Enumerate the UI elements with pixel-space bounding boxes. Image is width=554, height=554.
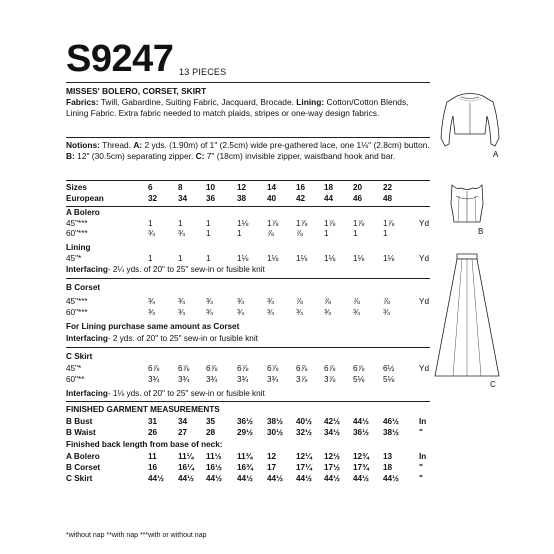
size-cell: 1 [148, 254, 153, 263]
size-cell: ⅞ [324, 297, 331, 306]
size-cell: 34 [178, 194, 188, 203]
size-cell: ¾ [178, 229, 185, 238]
size-cell: ¾ [237, 308, 244, 317]
size-cell: 35 [206, 417, 216, 426]
row-unit: Yd [419, 219, 430, 228]
size-cell: 5⅛ [353, 375, 365, 384]
back-length-text: Finished back length from base of neck: [66, 440, 223, 449]
skirt-45-row [66, 364, 430, 374]
back-length-title [66, 440, 430, 450]
size-cell: 17¾ [353, 463, 369, 472]
size-cell: 3¾ [267, 375, 279, 384]
size-cell: 16¼ [178, 463, 194, 472]
bolero-title [66, 208, 430, 218]
size-cell: 6⅞ [324, 364, 336, 373]
interfacing-label: Interfacing [66, 334, 108, 343]
interfacing-label: Interfacing [66, 389, 108, 398]
size-cell: 6⅞ [267, 364, 279, 373]
size-cell: 3⅞ [296, 375, 308, 384]
fabrics-list: Twill, Gabardine, Suiting Fabric, Jacquard, Brocade. [98, 97, 297, 107]
row-label: 45"* [66, 364, 82, 373]
size-cell: 6½ [383, 364, 395, 373]
corset-60-row [66, 308, 430, 318]
size-cell: 10 [206, 183, 216, 192]
row-label: 45"*** [66, 219, 88, 228]
size-cell: 1⅛ [237, 219, 249, 228]
size-cell: 40½ [296, 417, 312, 426]
divider [66, 206, 430, 207]
bolero-lining-title [66, 243, 430, 253]
size-cell: ¾ [383, 308, 390, 317]
size-cell: 1⅛ [353, 254, 365, 263]
fabrics-text [66, 97, 430, 118]
size-cell: 11¾ [237, 452, 253, 461]
row-unit: " [419, 463, 423, 472]
pieces-count: 13 PIECES [179, 67, 227, 77]
size-cell: 46½ [383, 417, 399, 426]
size-cell: 1 [206, 219, 211, 228]
size-cell: 31 [148, 417, 158, 426]
back-corset-row [66, 463, 430, 473]
size-cell: 1⅞ [383, 219, 395, 228]
size-cell: 12 [237, 183, 247, 192]
size-cell: 12 [267, 452, 277, 461]
size-cell: 3¾ [237, 375, 249, 384]
size-cell: 44½ [267, 474, 283, 483]
size-cell: 1⅛ [237, 254, 249, 263]
size-cell: 1 [353, 229, 358, 238]
size-cell: 42 [296, 194, 306, 203]
notions-label: Notions: [66, 140, 100, 150]
size-cell: ¾ [178, 297, 185, 306]
interfacing-text: - 2 yds. of 20" to 25" sew-in or fusible knit [107, 334, 258, 343]
bolero-interfacing [66, 265, 430, 275]
corset-title-text: B Corset [66, 283, 101, 292]
sizes-label: Sizes [66, 183, 87, 192]
size-cell: 17½ [324, 463, 340, 472]
footnote: *without nap **with nap ***with or without nap [66, 532, 207, 539]
row-unit: Yd [419, 364, 430, 373]
size-cell: 16 [296, 183, 306, 192]
size-cell: 44½ [178, 474, 194, 483]
bust-row [66, 417, 430, 427]
bolero-illustration [435, 88, 505, 150]
size-cell: 16½ [206, 463, 222, 472]
size-cell: 1⅞ [296, 219, 308, 228]
divider [66, 82, 430, 83]
row-label: B Bust [66, 417, 93, 426]
size-cell: 6⅞ [178, 364, 190, 373]
size-cell: 6⅞ [206, 364, 218, 373]
size-cell: ¾ [206, 308, 213, 317]
size-cell: 38½ [267, 417, 283, 426]
size-cell: 11 [148, 452, 157, 461]
notions-a-label: A: [133, 140, 143, 150]
size-cell: 44½ [206, 474, 222, 483]
size-cell: 1⅞ [353, 219, 365, 228]
size-cell: ¾ [353, 308, 360, 317]
skirt-illustration [433, 252, 501, 380]
size-cell: 32½ [296, 428, 312, 437]
size-cell: 18 [383, 463, 393, 472]
row-unit: Yd [419, 254, 430, 263]
size-cell: ¾ [148, 229, 155, 238]
size-cell: 17¼ [296, 463, 312, 472]
lining-list: Cotton/Cotton Blends, Lining Fabric. Extra fabric needed to match plaids, stripes or one-way design fabrics. [66, 97, 409, 118]
divider [66, 137, 430, 138]
interfacing-label: Interfacing [66, 265, 108, 274]
size-cell: 28 [206, 428, 216, 437]
size-cell: 18 [324, 183, 334, 192]
notions-b-label: B: [66, 150, 75, 161]
row-unit: In [419, 417, 427, 426]
size-cell: 44½ [296, 474, 312, 483]
waist-row [66, 428, 430, 438]
size-cell: 1⅞ [267, 219, 279, 228]
notions-c-label: C: [195, 150, 205, 161]
size-cell: 1 [178, 219, 183, 228]
size-cell: ¾ [324, 308, 331, 317]
skirt-title-text: C Skirt [66, 352, 93, 361]
size-cell: 6⅞ [237, 364, 249, 373]
size-cell: 13 [383, 452, 393, 461]
size-cell: 48 [383, 194, 393, 203]
bolero-lining-row [66, 254, 430, 264]
divider [66, 278, 430, 279]
size-cell: 44½ [353, 474, 369, 483]
size-cell: 3⅞ [324, 375, 336, 384]
size-cell: 44½ [237, 474, 253, 483]
size-cell: ¾ [237, 297, 244, 306]
skirt-title [66, 352, 430, 362]
size-cell: 1⅛ [383, 254, 395, 263]
size-cell: 1⅛ [267, 254, 279, 263]
corset-lining-note [66, 322, 430, 332]
size-cell: 32 [148, 194, 158, 203]
bolero-45-row [66, 219, 430, 229]
bolero-60-row [66, 229, 430, 239]
size-cell: 16 [148, 463, 158, 472]
size-cell: ¾ [178, 308, 185, 317]
size-cell: 30½ [267, 428, 283, 437]
size-cell: ¾ [148, 308, 155, 317]
size-cell: 44½ [353, 417, 369, 426]
divider [66, 401, 430, 402]
size-cell: 34 [178, 417, 188, 426]
size-cell: 34½ [324, 428, 340, 437]
size-cell: 1 [237, 229, 242, 238]
corset-title [66, 283, 430, 293]
size-cell: 40 [267, 194, 277, 203]
row-unit: " [419, 474, 423, 483]
interfacing-text: - 1⅛ yds. of 20" to 25" sew-in or fusible knit [107, 389, 265, 398]
size-cell: 12½ [324, 452, 340, 461]
size-cell: 29½ [237, 428, 253, 437]
size-cell: ⅞ [296, 297, 303, 306]
measurements-title-text: FINISHED GARMENT MEASUREMENTS [66, 405, 220, 414]
size-cell: 36 [206, 194, 216, 203]
size-cell: 44 [324, 194, 334, 203]
back-skirt-row [66, 474, 430, 484]
notions-b: 12" (30.5cm) separating zipper. [74, 150, 196, 161]
size-cell: 36½ [353, 428, 369, 437]
row-unit: " [419, 428, 423, 437]
size-cell: 6 [148, 183, 153, 192]
size-cell: 1 [206, 254, 211, 263]
size-cell: 1⅛ [324, 254, 336, 263]
size-cell: 14 [267, 183, 277, 192]
size-cell: 1 [178, 254, 183, 263]
row-label: 60"*** [66, 229, 88, 238]
fabrics-label: Fabrics: [66, 97, 99, 107]
divider [66, 347, 430, 348]
row-label: 60"** [66, 375, 85, 384]
size-cell: 1 [206, 229, 211, 238]
size-cell: ¾ [206, 297, 213, 306]
size-cell: 11½ [206, 452, 222, 461]
illustration-label-c: C [490, 380, 496, 389]
european-label: European [66, 194, 104, 203]
size-cell: 26 [148, 428, 158, 437]
row-label: 60"*** [66, 308, 88, 317]
sizes-row [66, 183, 430, 193]
lining-title: Lining [66, 243, 91, 252]
skirt-60-row [66, 375, 430, 385]
row-label: A Bolero [66, 452, 100, 461]
row-label: B Waist [66, 428, 96, 437]
pattern-number: S9247 [66, 38, 174, 80]
size-cell: 27 [178, 428, 188, 437]
size-cell: 6⅞ [148, 364, 160, 373]
size-cell: 6⅞ [296, 364, 308, 373]
size-cell: ¾ [148, 297, 155, 306]
notions-c: 7" (18cm) invisible zipper, waistband hook and bar. [204, 150, 396, 161]
size-cell: 8 [178, 183, 183, 192]
row-label: 45"* [66, 254, 82, 263]
size-cell: 5⅛ [383, 375, 395, 384]
size-cell: 46 [353, 194, 363, 203]
illustration-label-a: A [493, 150, 499, 159]
size-cell: 1 [324, 229, 329, 238]
notions-thread: Thread. [99, 140, 134, 150]
corset-interfacing [66, 334, 430, 344]
row-label: B Corset [66, 463, 101, 472]
lining-note: For Lining purchase same amount as Corset [66, 322, 240, 331]
row-unit: Yd [419, 297, 430, 306]
size-cell: 6⅞ [353, 364, 365, 373]
lining-label: Lining: [296, 97, 325, 107]
style-title: MISSES' BOLERO, CORSET, SKIRT [66, 86, 207, 96]
size-cell: 3¾ [206, 375, 218, 384]
size-cell: 3¾ [178, 375, 190, 384]
size-cell: 1⅞ [324, 219, 336, 228]
size-cell: 44½ [383, 474, 399, 483]
size-cell: 38 [237, 194, 247, 203]
row-unit: In [419, 452, 427, 461]
size-cell: ⅞ [296, 229, 303, 238]
size-cell: 17 [267, 463, 277, 472]
notions-text [66, 140, 430, 161]
size-cell: 36½ [237, 417, 253, 426]
size-cell: 22 [383, 183, 393, 192]
corset-45-row [66, 297, 430, 307]
size-cell: 12¾ [353, 452, 369, 461]
divider [66, 180, 430, 181]
european-row [66, 194, 430, 204]
size-cell: ⅞ [383, 297, 390, 306]
back-bolero-row [66, 452, 430, 462]
size-cell: ⅞ [267, 229, 274, 238]
size-cell: 1⅛ [296, 254, 308, 263]
skirt-interfacing [66, 389, 430, 399]
measurements-title [66, 405, 430, 415]
size-cell: ¾ [267, 297, 274, 306]
size-cell: ¾ [267, 308, 274, 317]
size-cell: 1 [148, 219, 153, 228]
size-cell: 16¾ [237, 463, 253, 472]
size-cell: 44½ [324, 474, 340, 483]
size-cell: 11¼ [178, 452, 194, 461]
size-cell: 1 [383, 229, 388, 238]
illustration-label-b: B [478, 227, 484, 236]
notions-a: 2 yds. (1.90m) of 1" (2.5cm) wide pre-gathered lace, one 1⅛" (2.8cm) button. [142, 140, 430, 150]
size-cell: 20 [353, 183, 363, 192]
size-cell: ¾ [296, 308, 303, 317]
size-cell: 3¾ [148, 375, 160, 384]
interfacing-text: - 2¼ yds. of 20" to 25" sew-in or fusible knit [107, 265, 265, 274]
corset-illustration [447, 182, 487, 226]
row-label: 45"*** [66, 297, 88, 306]
size-cell: 12¼ [296, 452, 312, 461]
row-label: C Skirt [66, 474, 93, 483]
size-cell: ⅞ [353, 297, 360, 306]
size-cell: 44½ [148, 474, 164, 483]
size-cell: 42½ [324, 417, 340, 426]
size-cell: 38½ [383, 428, 399, 437]
bolero-title-text: A Bolero [66, 208, 100, 217]
